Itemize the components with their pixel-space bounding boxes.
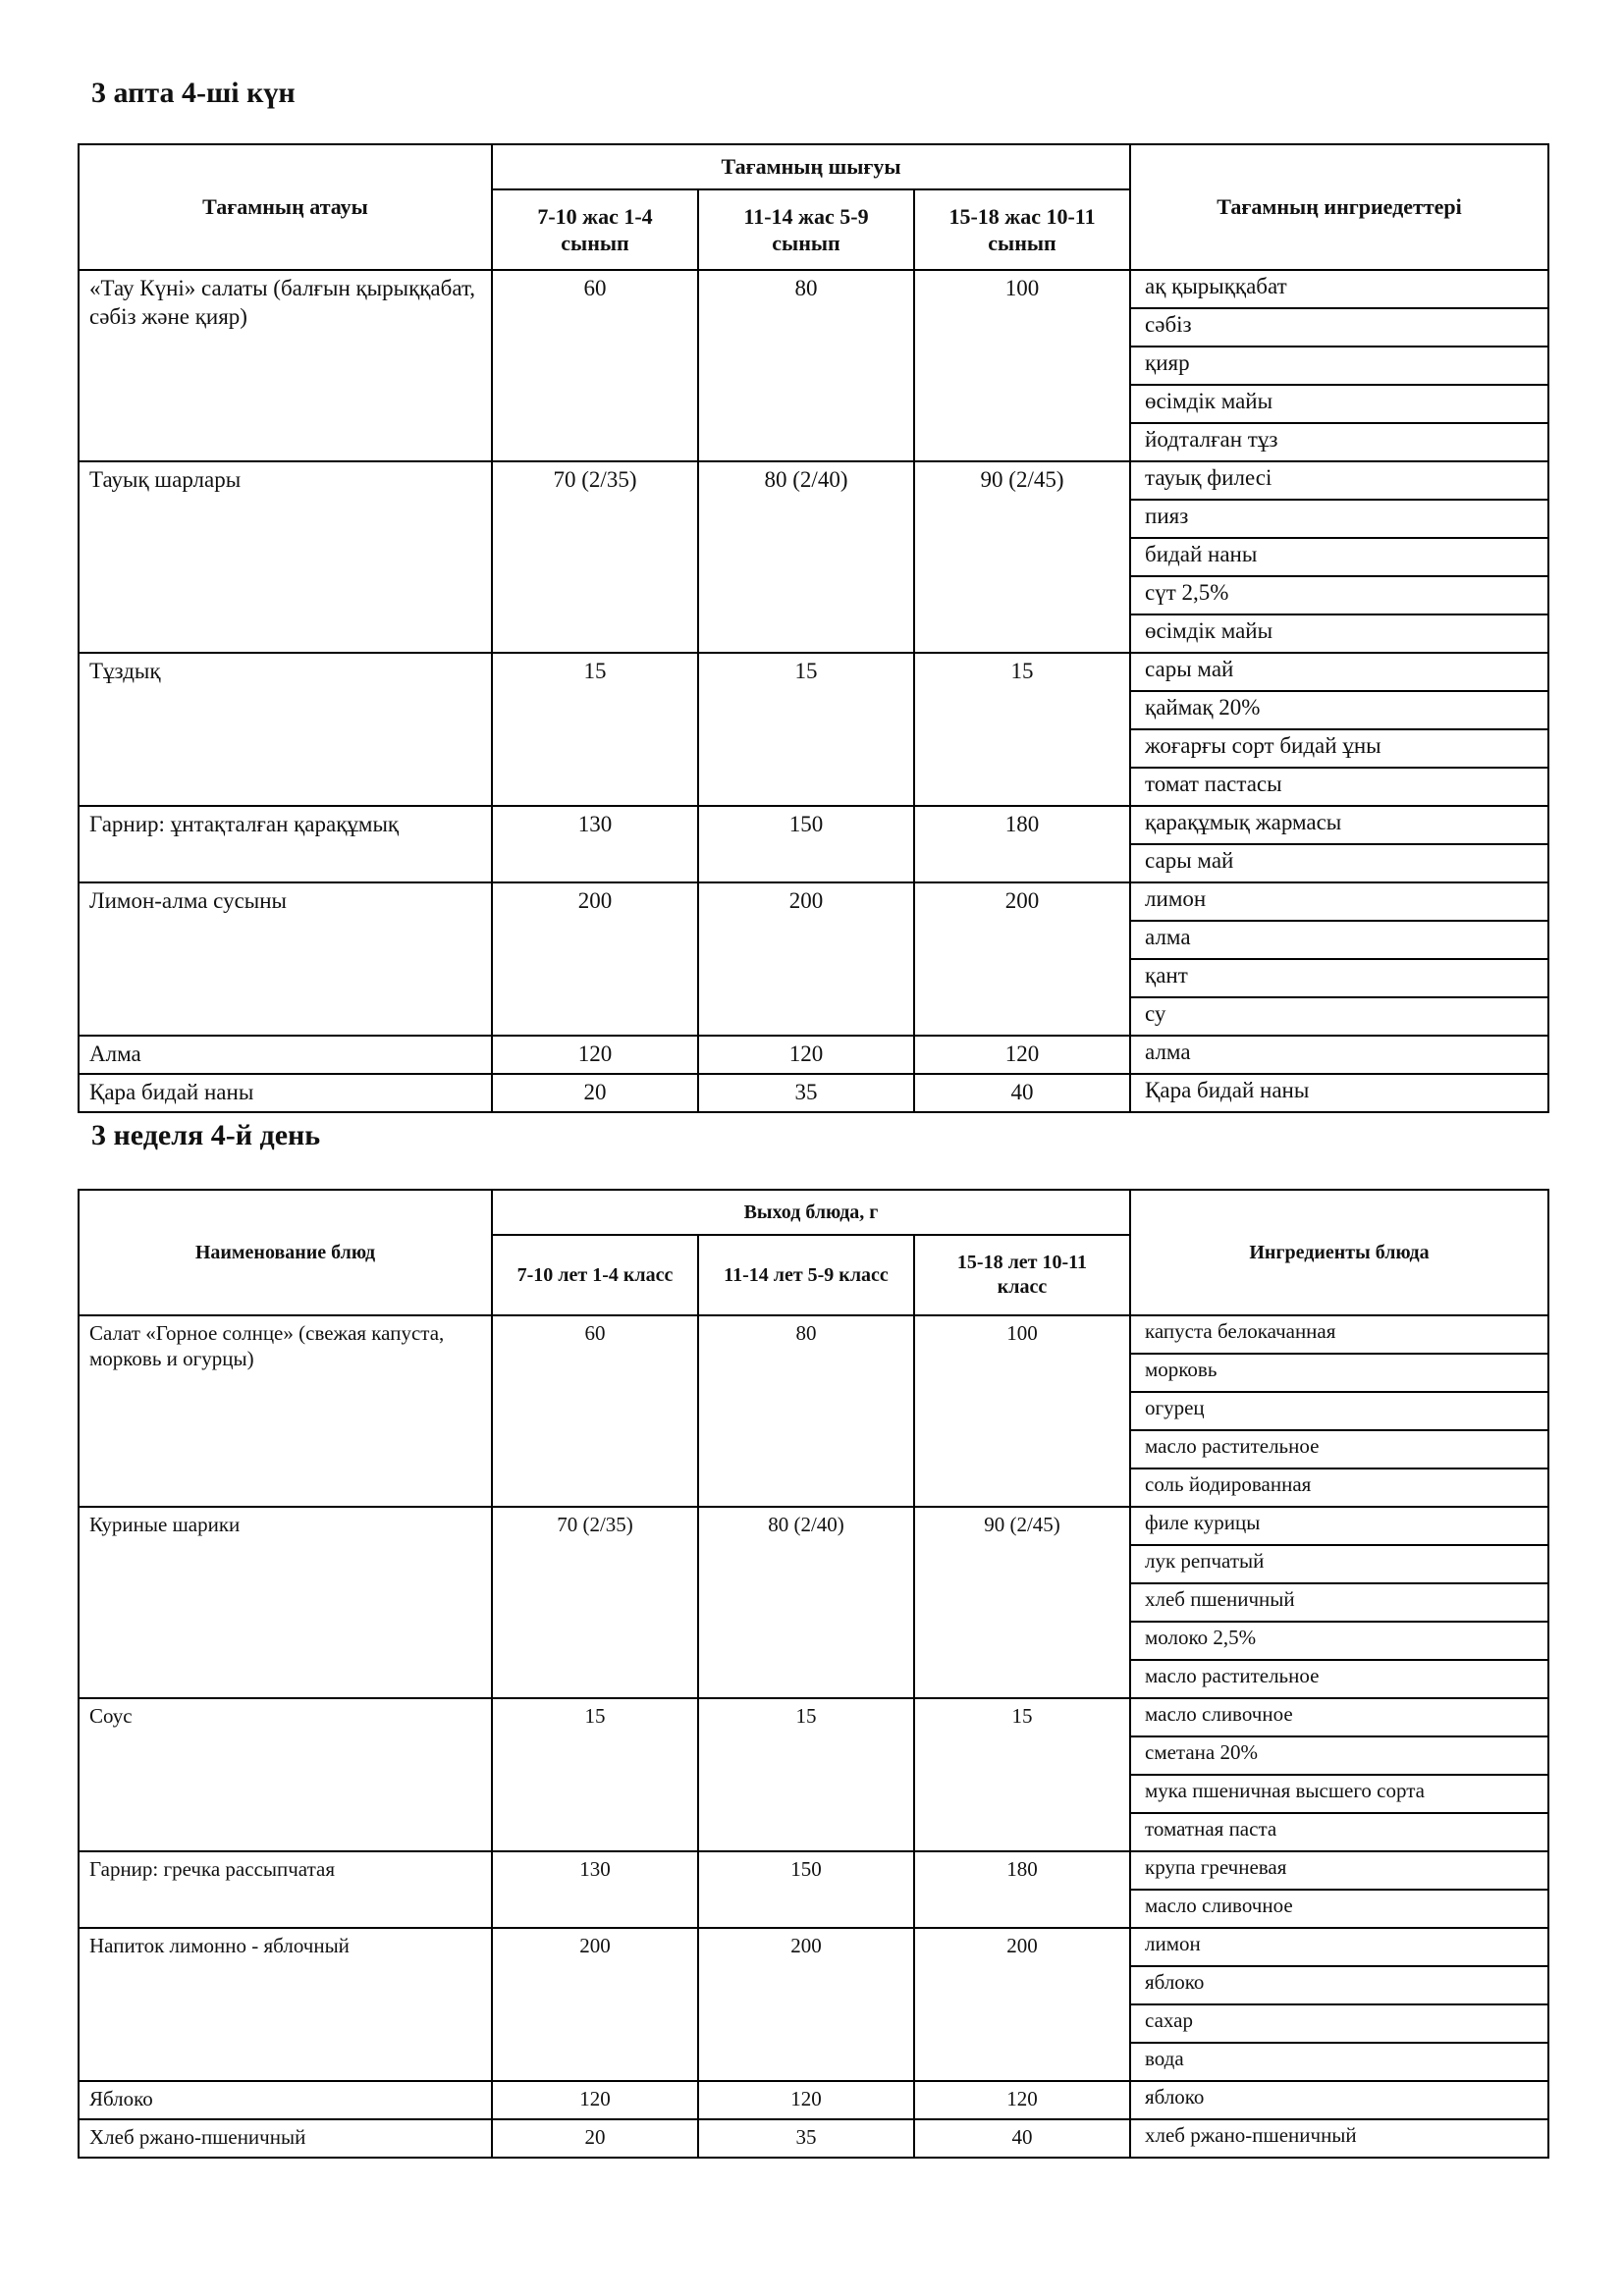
ingredient-list [1130, 270, 1548, 461]
yield-age-group-1: 70 (2/35) [492, 1507, 698, 1698]
ingredient-item: масло сливочное [1131, 1699, 1547, 1736]
table-header [79, 144, 1548, 270]
section-title-ru: 3 неделя 4-й день [91, 1119, 321, 1151]
ingredient-item: томат пастасы [1145, 772, 1282, 796]
ingredient-item: ақ қырыққабат [1131, 271, 1547, 308]
yield-age-group-2: 200 [698, 882, 914, 1036]
yield-age-group-2: 35 [698, 1074, 914, 1112]
ingredient-item: хлеб пшеничный [1131, 1583, 1547, 1622]
yield-age-group-3: 200 [914, 1928, 1130, 2081]
header-dish-name: Наименование блюд [79, 1190, 492, 1315]
yield-age-group-2: 80 [698, 1315, 914, 1507]
header-age-group-3: 15-18 лет 10-11 класс [914, 1235, 1130, 1315]
header-age-group-2: 11-14 лет 5-9 класс [698, 1235, 914, 1315]
dish-name: Гарнир: гречка рассыпчатая [79, 1851, 492, 1928]
menu-table-ru [78, 1189, 1549, 2159]
header-ingredients: Тағамның ингриедеттері [1130, 144, 1548, 270]
yield-age-group-3: 15 [914, 653, 1130, 806]
ingredient-list [1130, 882, 1548, 1036]
ingredient-list [1130, 2119, 1548, 2158]
ingredient-item: қияр [1131, 347, 1547, 385]
yield-age-group-2: 15 [698, 653, 914, 806]
yield-age-group-3: 100 [914, 270, 1130, 461]
header-dish-name: Тағамның атауы [79, 144, 492, 270]
dish-name: Соус [79, 1698, 492, 1851]
yield-age-group-2: 150 [698, 1851, 914, 1928]
ingredient-item: мука пшеничная высшего сорта [1131, 1775, 1547, 1813]
header-age-group-1: 7-10 жас 1-4 сынып [492, 189, 698, 270]
ingredient-item: масло растительное [1131, 1430, 1547, 1468]
dish-name: Хлеб ржано-пшеничный [79, 2119, 492, 2158]
yield-age-group-2: 120 [698, 2081, 914, 2119]
header-yield: Выход блюда, г [492, 1190, 1130, 1235]
table-row [79, 1851, 1548, 1928]
yield-age-group-3: 120 [914, 2081, 1130, 2119]
ingredient-item: сүт 2,5% [1131, 576, 1547, 614]
table-row [79, 2081, 1548, 2119]
yield-age-group-2: 35 [698, 2119, 914, 2158]
ingredient-item: лимон [1131, 883, 1547, 921]
dish-name: Яблоко [79, 2081, 492, 2119]
ingredient-item: сәбіз [1131, 308, 1547, 347]
ingredient-item: молоко 2,5% [1131, 1622, 1547, 1660]
table-row [79, 882, 1548, 1036]
yield-age-group-2: 80 (2/40) [698, 461, 914, 653]
section-title-kk: 3 апта 4-ші күн [91, 77, 296, 109]
table-row [79, 1507, 1548, 1698]
ingredient-item: филе курицы [1131, 1508, 1547, 1545]
ingredient-list [1130, 1928, 1548, 2081]
yield-age-group-3: 120 [914, 1036, 1130, 1074]
yield-age-group-1: 70 (2/35) [492, 461, 698, 653]
ingredient-item: Қара бидай наны [1145, 1078, 1310, 1102]
ingredient-item: масло сливочное [1145, 1894, 1293, 1917]
ingredient-list [1130, 1074, 1548, 1112]
yield-age-group-1: 60 [492, 1315, 698, 1507]
yield-age-group-3: 40 [914, 1074, 1130, 1112]
yield-age-group-3: 90 (2/45) [914, 1507, 1130, 1698]
dish-name: Алма [79, 1036, 492, 1074]
ingredient-list [1130, 1036, 1548, 1074]
ingredient-list [1130, 653, 1548, 806]
ingredient-item: бидай наны [1131, 538, 1547, 576]
table-row [79, 270, 1548, 461]
yield-age-group-3: 100 [914, 1315, 1130, 1507]
ingredient-item: алма [1145, 1040, 1191, 1064]
ingredient-item: жоғарғы сорт бидай ұны [1131, 729, 1547, 768]
table-row [79, 653, 1548, 806]
ingredient-item: томатная паста [1145, 1817, 1277, 1841]
dish-name: Тұздық [79, 653, 492, 806]
table-row [79, 1698, 1548, 1851]
yield-age-group-3: 180 [914, 1851, 1130, 1928]
ingredient-item: морковь [1131, 1354, 1547, 1392]
ingredient-item: лимон [1131, 1929, 1547, 1966]
ingredient-list [1130, 1315, 1548, 1507]
ingredient-item: қаймақ 20% [1131, 691, 1547, 729]
ingredient-item: сахар [1131, 2004, 1547, 2043]
dish-name: «Тау Күні» салаты (балғын қырыққабат, сәбіз және қияр) [79, 270, 492, 461]
yield-age-group-2: 80 [698, 270, 914, 461]
header-yield: Тағамның шығуы [492, 144, 1130, 189]
ingredient-item: алма [1131, 921, 1547, 959]
dish-name: Напиток лимонно - яблочный [79, 1928, 492, 2081]
ingredient-item: қант [1131, 959, 1547, 997]
header-age-group-2: 11-14 жас 5-9 сынып [698, 189, 914, 270]
ingredient-list [1130, 2081, 1548, 2119]
ingredient-item: өсімдік майы [1131, 385, 1547, 423]
dish-name: Тауық шарлары [79, 461, 492, 653]
ingredient-item: вода [1145, 2047, 1184, 2070]
yield-age-group-1: 200 [492, 882, 698, 1036]
ingredient-item: пияз [1131, 500, 1547, 538]
ingredient-item: йодталған тұз [1145, 427, 1278, 452]
ingredient-item: яблоко [1131, 1966, 1547, 2004]
ingredient-item: тауық филесі [1131, 462, 1547, 500]
ingredient-item: су [1145, 1001, 1166, 1026]
yield-age-group-3: 40 [914, 2119, 1130, 2158]
table-body [79, 1315, 1548, 2158]
table-body [79, 270, 1548, 1112]
ingredient-item: сары май [1145, 848, 1234, 873]
ingredient-item: қарақұмық жармасы [1131, 807, 1547, 844]
yield-age-group-2: 80 (2/40) [698, 1507, 914, 1698]
ingredient-item: лук репчатый [1131, 1545, 1547, 1583]
dish-name: Гарнир: ұнтақталған қарақұмық [79, 806, 492, 882]
ingredient-list [1130, 806, 1548, 882]
ingredient-item: сметана 20% [1131, 1736, 1547, 1775]
ingredient-item: хлеб ржано-пшеничный [1145, 2123, 1357, 2147]
yield-age-group-1: 200 [492, 1928, 698, 2081]
menu-table-kk [78, 143, 1549, 1113]
dish-name: Қара бидай наны [79, 1074, 492, 1112]
yield-age-group-1: 120 [492, 1036, 698, 1074]
table-row [79, 1036, 1548, 1074]
table-row [79, 1074, 1548, 1112]
ingredient-item: яблоко [1145, 2085, 1205, 2109]
header-age-group-1: 7-10 лет 1-4 класс [492, 1235, 698, 1315]
yield-age-group-1: 120 [492, 2081, 698, 2119]
ingredient-list [1130, 461, 1548, 653]
yield-age-group-2: 15 [698, 1698, 914, 1851]
ingredient-item: масло растительное [1145, 1664, 1320, 1687]
ingredient-list [1130, 1851, 1548, 1928]
ingredient-item: сары май [1131, 654, 1547, 691]
dish-name: Куриные шарики [79, 1507, 492, 1698]
dish-name: Салат «Горное солнце» (свежая капуста, морковь и огурцы) [79, 1315, 492, 1507]
yield-age-group-3: 200 [914, 882, 1130, 1036]
yield-age-group-1: 15 [492, 1698, 698, 1851]
ingredient-list [1130, 1507, 1548, 1698]
yield-age-group-1: 15 [492, 653, 698, 806]
dish-name: Лимон-алма сусыны [79, 882, 492, 1036]
table-row [79, 461, 1548, 653]
ingredient-item: капуста белокачанная [1131, 1316, 1547, 1354]
yield-age-group-3: 15 [914, 1698, 1130, 1851]
ingredient-item: огурец [1131, 1392, 1547, 1430]
yield-age-group-2: 120 [698, 1036, 914, 1074]
ingredient-item: өсімдік майы [1145, 618, 1273, 643]
yield-age-group-1: 20 [492, 2119, 698, 2158]
table-row [79, 2119, 1548, 2158]
yield-age-group-2: 200 [698, 1928, 914, 2081]
yield-age-group-2: 150 [698, 806, 914, 882]
table-row [79, 806, 1548, 882]
header-age-group-3: 15-18 жас 10-11 сынып [914, 189, 1130, 270]
ingredient-item: соль йодированная [1145, 1472, 1312, 1496]
yield-age-group-3: 90 (2/45) [914, 461, 1130, 653]
table-row [79, 1928, 1548, 2081]
yield-age-group-1: 130 [492, 806, 698, 882]
ingredient-list [1130, 1698, 1548, 1851]
yield-age-group-1: 20 [492, 1074, 698, 1112]
yield-age-group-3: 180 [914, 806, 1130, 882]
table-header [79, 1190, 1548, 1315]
ingredient-item: крупа гречневая [1131, 1852, 1547, 1890]
yield-age-group-1: 130 [492, 1851, 698, 1928]
header-ingredients: Ингредиенты блюда [1130, 1190, 1548, 1315]
yield-age-group-1: 60 [492, 270, 698, 461]
table-row [79, 1315, 1548, 1507]
